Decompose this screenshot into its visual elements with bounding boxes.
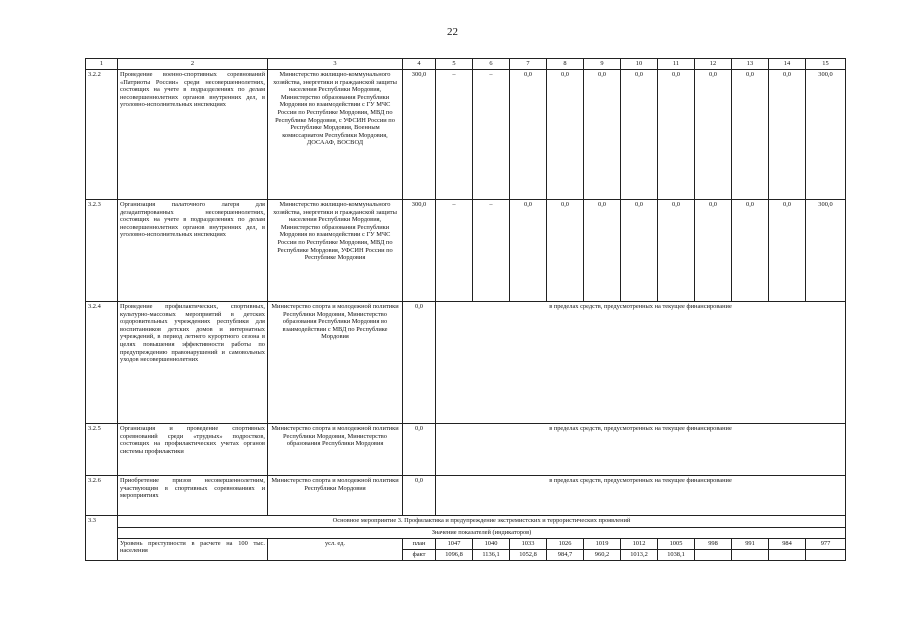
fact-value: 1038,1 — [658, 549, 695, 560]
header-cell: 10 — [621, 59, 658, 70]
header-cell: 2 — [118, 59, 268, 70]
value-cell: 300,0 — [806, 200, 846, 302]
value-cell: 0,0 — [658, 200, 695, 302]
value-cell: 0,0 — [403, 424, 436, 476]
value-cell: 0,0 — [584, 70, 621, 200]
indicator-name: Уровень преступности в расчете на 100 тыс. населения — [118, 538, 268, 560]
activity-name: Проведение военно-спортивных соревнований «Патриоты России» среди несовершеннолетних, состоящих на учете в подразделениях по делам несовершеннолетних органов внутренних дел, в уголовно-исполнительных инспекциях — [118, 70, 268, 200]
value-cell: 0,0 — [695, 200, 732, 302]
indicators-title-row — [86, 528, 846, 539]
table-row — [86, 424, 846, 476]
plan-value: 991 — [732, 538, 769, 549]
plan-value: 984 — [769, 538, 806, 549]
header-cell: 7 — [510, 59, 547, 70]
header-cell: 14 — [769, 59, 806, 70]
fact-value — [769, 549, 806, 560]
financing-note: в пределах средств, предусмотренных на текущее финансирование — [436, 476, 846, 516]
plan-value: 1040 — [473, 538, 510, 549]
value-cell: 0,0 — [403, 302, 436, 424]
section-title: Основное мероприятие 3. Профилактика и предупреждение экстремистских и террористических проявлений — [118, 516, 846, 528]
responsible-org: Министерство спорта и молодежной политики Республики Мордовия, Министерство образования Республики Мордовия во взаимодействии с МВД по Республике Мордовия — [268, 302, 403, 424]
header-cell: 11 — [658, 59, 695, 70]
value-cell: 300,0 — [806, 70, 846, 200]
fact-value: 1136,1 — [473, 549, 510, 560]
plan-value: 1047 — [436, 538, 473, 549]
activity-name: Проведение профилактических, спортивных, культурно-массовых мероприятий в детских оздоровительных учреждениях республики для воспитанников детских домов и интернатных учреждений, в период летнего курортного сезона в целях повышения эффективности работы по предупреждению правонарушений и самовольных уходов несовершеннолетних — [118, 302, 268, 424]
header-cell: 12 — [695, 59, 732, 70]
value-cell: 0,0 — [584, 200, 621, 302]
row-number: 3.2.2 — [86, 70, 118, 200]
responsible-org: Министерство жилищно-коммунального хозяйства, энергетики и гражданской защиты населения Республики Мордовия, Министерство образования Республики Мордовия во взаимодействии с ГУ МЧС России по Республике Мордовия, МВД по Республике Мордовия, УФСИН России по Республике Мордовия — [268, 200, 403, 302]
fact-label: факт — [403, 549, 436, 560]
value-cell: 0,0 — [510, 70, 547, 200]
value-cell: 0,0 — [403, 476, 436, 516]
header-cell: 6 — [473, 59, 510, 70]
value-cell: – — [436, 200, 473, 302]
plan-value: 1019 — [584, 538, 621, 549]
header-cell: 9 — [584, 59, 621, 70]
table-row — [86, 200, 846, 302]
responsible-org: Министерство спорта и молодежной политики Республики Мордовия, Министерство образования Республики Мордовия — [268, 424, 403, 476]
indicators-title: Значение показателей (индикаторов) — [118, 528, 846, 539]
table-row — [86, 302, 846, 424]
fact-value: 1013,2 — [621, 549, 658, 560]
value-cell: 0,0 — [547, 200, 584, 302]
header-cell: 4 — [403, 59, 436, 70]
plan-value: 1026 — [547, 538, 584, 549]
fact-value — [695, 549, 732, 560]
financing-note: в пределах средств, предусмотренных на текущее финансирование — [436, 424, 846, 476]
header-cell: 3 — [268, 59, 403, 70]
responsible-org: Министерство жилищно-коммунального хозяйства, энергетики и гражданской защиты населения Республики Мордовия, Министерство образования Республики Мордовия во взаимодействии с ГУ МЧС России по Республике Мордовия, МВД по Республике Мордовия, с УФСИН России по Республике Мордовия, Военным комиссариатом Республики Мордовия, ДОСААФ, ВОСВОД — [268, 70, 403, 200]
value-cell: 0,0 — [510, 200, 547, 302]
section-number: 3.3 — [86, 516, 118, 561]
page-number: 22 — [447, 26, 458, 38]
value-cell: 0,0 — [621, 70, 658, 200]
fact-value: 1096,8 — [436, 549, 473, 560]
value-cell: 0,0 — [547, 70, 584, 200]
fact-value — [806, 549, 846, 560]
table-row — [86, 476, 846, 516]
plan-value: 1012 — [621, 538, 658, 549]
row-number: 3.2.4 — [86, 302, 118, 424]
program-table — [85, 58, 846, 561]
table-row — [86, 70, 846, 200]
activity-name: Приобретение призов несовершеннолетним, участвующим в спортивных соревнованиях и мероприятиях — [118, 476, 268, 516]
fact-value — [732, 549, 769, 560]
value-cell: 0,0 — [621, 200, 658, 302]
plan-label: план — [403, 538, 436, 549]
indicator-plan-row — [86, 538, 846, 549]
header-cell: 13 — [732, 59, 769, 70]
fact-value: 984,7 — [547, 549, 584, 560]
activity-name: Организация палаточного лагеря для дезадаптированных несовершеннолетних, состоящих на учете в подразделениях по делам несовершеннолетних органов внутренних дел, в уголовно-исполнительных инспекциях — [118, 200, 268, 302]
value-cell: – — [473, 70, 510, 200]
header-cell: 1 — [86, 59, 118, 70]
value-cell: 0,0 — [695, 70, 732, 200]
indicator-unit: усл. ед. — [268, 538, 403, 560]
fact-value: 960,2 — [584, 549, 621, 560]
value-cell: – — [436, 70, 473, 200]
plan-value: 998 — [695, 538, 732, 549]
value-cell: 300,0 — [403, 70, 436, 200]
header-cell: 5 — [436, 59, 473, 70]
header-cell: 8 — [547, 59, 584, 70]
header-cell: 15 — [806, 59, 846, 70]
header-row — [86, 59, 846, 70]
value-cell: 300,0 — [403, 200, 436, 302]
plan-value: 1033 — [510, 538, 547, 549]
value-cell: 0,0 — [658, 70, 695, 200]
plan-value: 1005 — [658, 538, 695, 549]
row-number: 3.2.3 — [86, 200, 118, 302]
row-number: 3.2.6 — [86, 476, 118, 516]
section-row — [86, 516, 846, 528]
responsible-org: Министерство спорта и молодежной политики Республики Мордовия — [268, 476, 403, 516]
plan-value: 977 — [806, 538, 846, 549]
value-cell: 0,0 — [769, 200, 806, 302]
value-cell: 0,0 — [732, 200, 769, 302]
row-number: 3.2.5 — [86, 424, 118, 476]
activity-name: Организация и проведение спортивных соревнований среди «трудных» подростков, состоящих на профилактических учетах органов системы профилактики — [118, 424, 268, 476]
financing-note: в пределах средств, предусмотренных на текущее финансирование — [436, 302, 846, 424]
fact-value: 1052,8 — [510, 549, 547, 560]
value-cell: 0,0 — [769, 70, 806, 200]
value-cell: 0,0 — [732, 70, 769, 200]
value-cell: – — [473, 200, 510, 302]
